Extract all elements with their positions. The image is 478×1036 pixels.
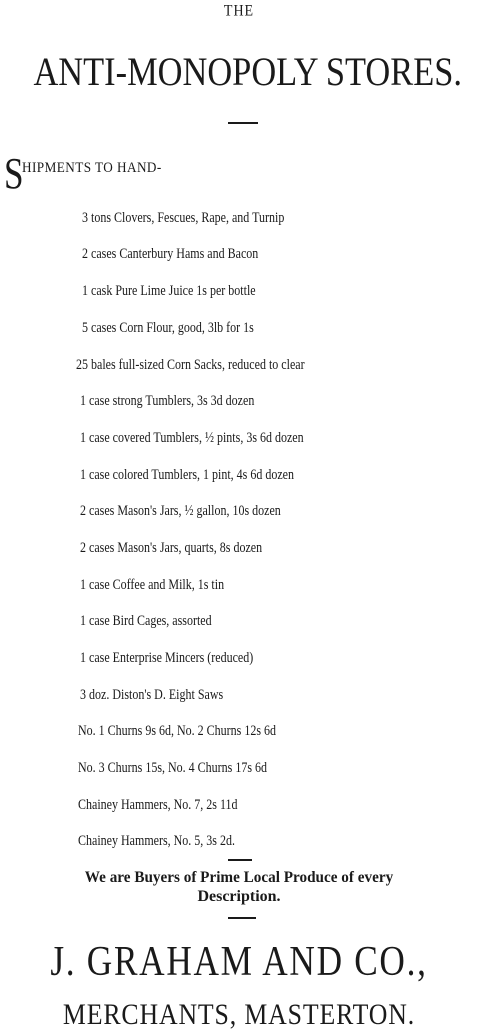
shipment-item: Chainey Hammers, No. 7, 2s 11d	[78, 797, 238, 813]
divider-rule	[228, 122, 258, 124]
shipment-item: 25 bales full-sized Corn Sacks, reduced to clear	[76, 357, 305, 373]
header-the: THE	[223, 3, 255, 20]
shipment-item: 1 case colored Tumblers, 1 pint, 4s 6d dozen	[80, 467, 294, 483]
shipment-item: No. 3 Churns 15s, No. 4 Churns 17s 6d	[78, 760, 268, 776]
shipment-item: 1 case strong Tumblers, 3s 3d dozen	[80, 393, 255, 409]
drop-cap: S	[4, 149, 24, 198]
merchant-address: MERCHANTS, MASTERTON.	[62, 998, 416, 1031]
shipment-item: 1 cask Pure Lime Juice 1s per bottle	[82, 283, 256, 299]
shipments-heading: HIPMENTS TO HAND-	[22, 160, 162, 176]
shipment-item: Chainey Hammers, No. 5, 3s 2d.	[78, 833, 235, 849]
shipment-item: 3 doz. Diston's D. Eight Saws	[80, 687, 224, 703]
buyers-line: We are Buyers of Prime Local Produce of every	[84, 869, 394, 886]
divider-rule	[228, 917, 256, 919]
shipment-item: 1 case Enterprise Mincers (reduced)	[80, 650, 254, 666]
shipment-item: 5 cases Corn Flour, good, 3lb for 1s	[82, 320, 254, 336]
buyers-notice	[0, 868, 478, 906]
shipment-item: 2 cases Canterbury Hams and Bacon	[82, 246, 259, 262]
merchant-name: J. GRAHAM AND CO.,	[50, 939, 428, 985]
shipment-item: 1 case Coffee and Milk, 1s tin	[80, 577, 225, 593]
shipment-item: 1 case covered Tumblers, ½ pints, 3s 6d dozen	[80, 430, 304, 446]
shipment-item: 2 cases Mason's Jars, quarts, 8s dozen	[80, 540, 263, 556]
divider-rule	[228, 859, 252, 861]
buyers-line: Description.	[197, 888, 281, 905]
shipment-item: 2 cases Mason's Jars, ½ gallon, 10s dozen	[80, 503, 281, 519]
shipment-item: No. 1 Churns 9s 6d, No. 2 Churns 12s 6d	[78, 723, 277, 739]
store-name-title: ANTI-MONOPOLY STORES.	[33, 49, 462, 94]
shipment-item: 3 tons Clovers, Fescues, Rape, and Turnip	[82, 210, 285, 226]
shipment-item: 1 case Bird Cages, assorted	[80, 613, 212, 629]
